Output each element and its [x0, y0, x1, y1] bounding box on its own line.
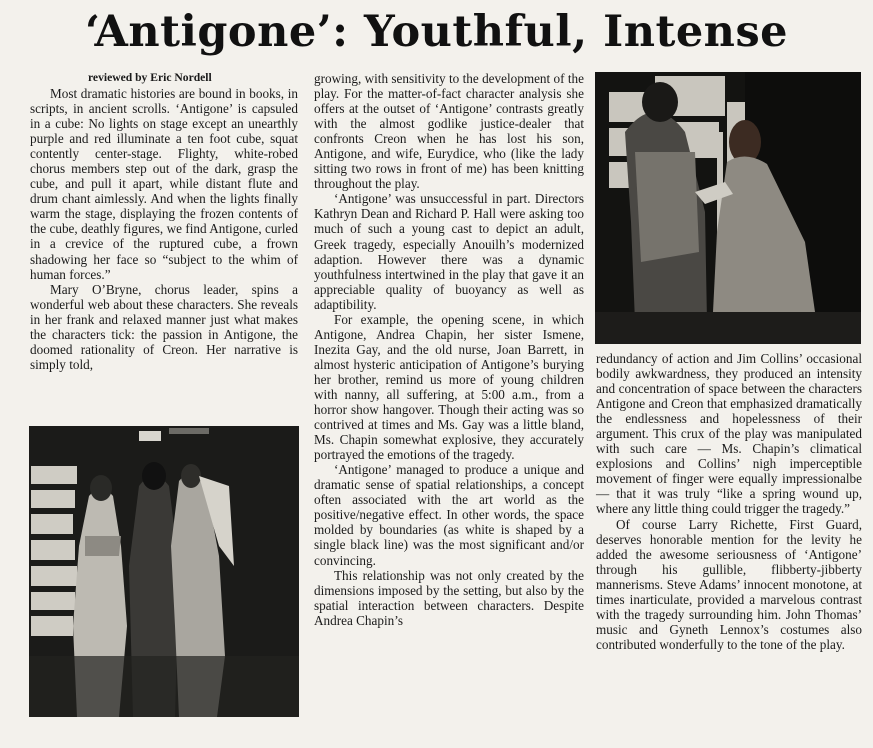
paragraph: ‘Antigone’ was unsuccessful in part. Directors Kathryn Dean and Richard P. Hall were asking too much of such a young cast to depict an adult, Greek tragedy, especially Anouilh’s modernized adaption. However there was a dynamic youthfulness intertwined in the play that gave it an appreciable quality of buoyancy as well as adaptibility.	[314, 191, 584, 312]
paragraph: ‘Antigone’ managed to produce a unique and dramatic sense of spatial relationships, a concept often associated with the art world as the positive/negative effect. In other words, the space molded by boundaries (as white is shaped by a single black line) was the most significant and/or convincing.	[314, 462, 584, 568]
paragraph: redundancy of action and Jim Collins’ occasional bodily awkwardness, they produced an intensity and concentration of space between the characters Antigone and Creon that emphasized dramatically the endlessness and hopelessness of their argument. This crux of the play was manipulated with such care — Ms. Chapin’s climatical explosions and Collins’ nigh imperceptible movement of finger were equally impressionalbe — that it was truly “like a spring wound up, where any little thing could trigger the tragedy.”	[596, 351, 862, 517]
paragraph: Mary O’Bryne, chorus leader, spins a wonderful web about these characters. She reveals in her frank and relaxed manner just what makes the characters tick: the passion in Antigone, the doomed rationality of Creon. Her narrative is simply told,	[30, 281, 298, 372]
paragraph: This relationship was not only created by the dimensions imposed by the setting, but also by the spatial interaction between characters. Despite Andrea Chapin’s	[314, 567, 584, 628]
chorus-photo	[29, 426, 299, 717]
article-column-2	[314, 71, 584, 628]
headline: ‘Antigone’: Youthful, Intense	[84, 7, 789, 57]
article-column-1	[30, 86, 298, 372]
paragraph: Most dramatic histories are bound in books, in scripts, in ancient scrolls. ‘Antigone’ is capsuled in a cube: No lights on stage except an unearthly purple and red illuminate a ten foot cube, squat contently center-stage. Flighty, white-robed chorus members step out of the dark, grasp the cube, and pull it apart, while distant flute and drum chant aimlessly. And when the lights finally warm the stage, displaying the frozen contents of the cube, deathly figures, we find Antigone, curled in a crevice of the ruptured cube, a frown shadowing her face so “subject to the whim of human forces.”	[30, 86, 298, 282]
paragraph: growing, with sensitivity to the development of the play. For the matter-of-fact character analysis she offers at the outset of ‘Antigone’ contrasts greatly with the almost godlike justice-dealer that confronts Creon when he has lost his son, Antigone, and wife, Eurydice, who (like the lady sitting two rows in front of me) has been knitting throughout the play.	[314, 71, 584, 192]
paragraph: Of course Larry Richette, First Guard, deserves honorable mention for the levity he added the awesome seriousness of ‘Antigone’ through his gullible, flibberty-jibberty mannerisms. Steve Adams’ innocent monotone, at times inarticulate, provided a marvelous contrast with the tragedy surrounding him. John Thomas’ music and Gyneth Lennox’s costumes also contributed wonderfully to the tone of the play.	[596, 516, 862, 652]
paragraph: For example, the opening scene, in which Antigone, Andrea Chapin, her sister Ismene, Inezita Gay, and the old nurse, Joan Barrett, in almost hysteric anticipation of Antigone’s burying her brother, remind us more of young children with nanny, all suffering, at 5:00 a.m., from a horror show hangover. Though their acting was so contrived at times and Ms. Gay was a little bland, Ms. Chapin somewhat explosive, they accurately portrayed the emotions of the tragedy.	[314, 311, 584, 463]
antigone-creon-photo	[595, 72, 861, 344]
byline: reviewed by Eric Nordell	[88, 71, 212, 84]
article-column-3	[596, 351, 862, 652]
